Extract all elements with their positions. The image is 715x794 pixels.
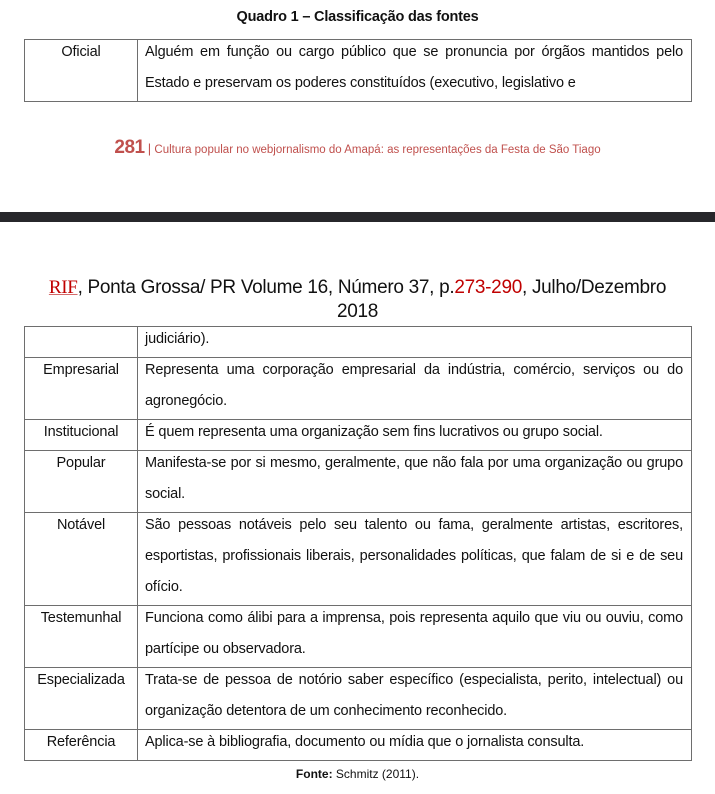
quadro-title: Quadro 1 – Classificação das fontes bbox=[236, 9, 479, 25]
source-type-cell bbox=[25, 327, 138, 358]
table-row bbox=[25, 513, 692, 606]
source-description: São pessoas notáveis pelo seu talento ou fama, geralmente artistas, escritores, esportistas, profissionais liberais, personalidades políticas, que falam de si e de seu ofício. bbox=[145, 517, 683, 595]
source-type-label: Popular bbox=[56, 455, 106, 471]
table-row bbox=[25, 420, 692, 451]
page-footer bbox=[0, 137, 715, 159]
table-row bbox=[25, 606, 692, 668]
journal-pages: 273-290 bbox=[454, 277, 522, 298]
journal-name-link[interactable]: RIF bbox=[48, 277, 78, 298]
journal-location-volume: , Ponta Grossa/ PR Volume 16, Número 37, p. bbox=[77, 277, 455, 298]
source-type-cell bbox=[25, 420, 138, 451]
source-description: Alguém em função ou cargo público que se pronuncia por órgãos mantidos pelo Estado e preservam os poderes constituídos (executivo, legislativo e bbox=[145, 44, 683, 91]
source-type-label: Especializada bbox=[37, 672, 125, 688]
source-citation-text: Schmitz (2011). bbox=[332, 767, 420, 781]
source-citation bbox=[0, 767, 715, 781]
source-type-cell bbox=[25, 730, 138, 761]
source-description-cell bbox=[138, 358, 692, 420]
source-type-cell bbox=[25, 606, 138, 668]
source-type-cell bbox=[25, 668, 138, 730]
journal-year: 2018 bbox=[336, 301, 379, 322]
source-description-cell bbox=[138, 451, 692, 513]
journal-header bbox=[0, 276, 715, 324]
footer-separator: | bbox=[147, 141, 152, 156]
table-row bbox=[25, 668, 692, 730]
table-row bbox=[25, 451, 692, 513]
page-number: 281 bbox=[114, 137, 145, 158]
source-description: judiciário). bbox=[145, 331, 210, 347]
table-row bbox=[25, 40, 692, 102]
source-description: Trata-se de pessoa de notório saber específico (especialista, perito, intelectual) ou organização detentora de um conhecimento reconhecido. bbox=[145, 672, 683, 719]
source-type-label: Referência bbox=[46, 734, 116, 750]
table-row bbox=[25, 358, 692, 420]
source-type-label: Institucional bbox=[43, 424, 119, 440]
running-title: Cultura popular no webjornalismo do Amapá: as representações da Festa de São Tiago bbox=[154, 144, 601, 156]
source-type-cell bbox=[25, 513, 138, 606]
source-type-label: Testemunhal bbox=[40, 610, 122, 626]
table-row bbox=[25, 327, 692, 358]
source-type-label: Oficial bbox=[61, 44, 101, 60]
source-description: É quem representa uma organização sem fins lucrativos ou grupo social. bbox=[145, 424, 603, 440]
source-description-cell bbox=[138, 606, 692, 668]
source-description-cell bbox=[138, 327, 692, 358]
table-row bbox=[25, 730, 692, 761]
source-type-cell bbox=[25, 451, 138, 513]
classification-table-part-2 bbox=[24, 326, 692, 761]
source-description: Aplica-se à bibliografia, documento ou mídia que o jornalista consulta. bbox=[145, 734, 585, 750]
source-description-cell bbox=[138, 730, 692, 761]
source-description: Representa uma corporação empresarial da indústria, comércio, serviços ou do agronegócio. bbox=[145, 362, 683, 409]
journal-period: , Julho/Dezembro bbox=[522, 277, 667, 298]
source-description-cell bbox=[138, 40, 692, 102]
source-citation-label: Fonte: bbox=[295, 767, 333, 781]
source-description-cell bbox=[138, 420, 692, 451]
source-description: Funciona como álibi para a imprensa, pois representa aquilo que viu ou ouviu, como partícipe ou observadora. bbox=[145, 610, 683, 657]
page-break-divider bbox=[0, 212, 715, 222]
source-type-label: Empresarial bbox=[43, 362, 119, 378]
source-description: Manifesta-se por si mesmo, geralmente, que não fala por uma organização ou grupo social. bbox=[145, 455, 683, 502]
source-description-cell bbox=[138, 513, 692, 606]
source-type-label: Notável bbox=[56, 517, 106, 533]
source-description-cell bbox=[138, 668, 692, 730]
classification-table-part-1 bbox=[24, 39, 692, 102]
source-type-cell bbox=[25, 40, 138, 102]
source-type-cell bbox=[25, 358, 138, 420]
